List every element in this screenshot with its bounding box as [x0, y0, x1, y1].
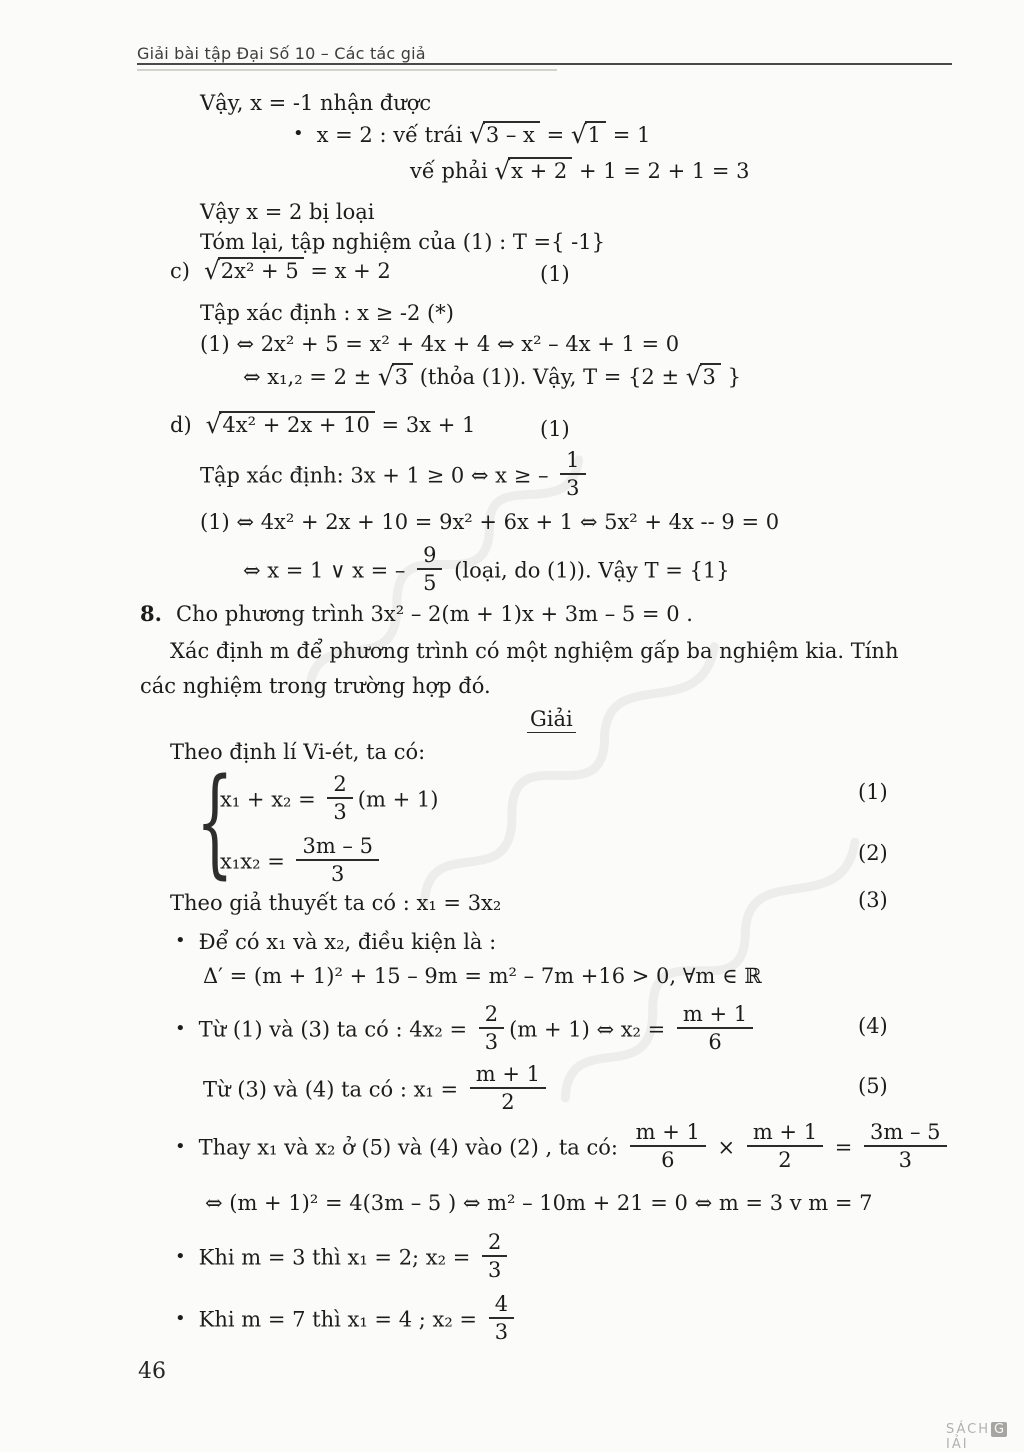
- text-tom-lai: Tóm lại, tập nghiệm của (1) : T ={ -1}: [200, 230, 605, 254]
- equation-number-2: (2): [858, 841, 888, 865]
- equation-c-step1: (1) ⇔ 2x² + 5 = x² + 4x + 4 ⇔ x² – 4x + 1 = 0: [200, 332, 680, 356]
- problem-8-line3: các nghiệm trong trường hợp đó.: [140, 674, 491, 698]
- text-tap-xac-dinh-d: Tập xác định: 3x + 1 ≥ 0 ⇔ x ≥ – $\frac{1}{3}$: [200, 452, 591, 502]
- problem-8-line2: Xác định m để phương trình có một nghiệm gấp ba nghiệm kia. Tính: [170, 639, 899, 663]
- equation-number-d1: (1): [540, 417, 570, 441]
- radical-icon: √: [685, 362, 702, 391]
- fraction-2-3: $\frac{2}{3}$: [327, 773, 352, 823]
- fraction-4-3: $\frac{4}{3}$: [489, 1293, 514, 1343]
- radical-x-plus-2: √x + 2: [494, 159, 572, 183]
- equation-c: c) √2x² + 5 = x + 2: [170, 256, 391, 285]
- radical-3: √3: [378, 365, 413, 389]
- fraction-m1-6: $\frac{m + 1}{6}$: [630, 1121, 706, 1171]
- equation-number-1: (1): [858, 780, 888, 804]
- fraction-2-3: $\frac{2}{3}$: [479, 1003, 504, 1053]
- radical-icon: √: [203, 256, 220, 285]
- equation-c-step2: ⇔ x₁,₂ = 2 ± √3 (thỏa (1)). Vậy, T = {2 ± √3 }: [243, 362, 741, 391]
- radical-icon: √: [494, 156, 511, 185]
- bullet-khi-m-3: • Khi m = 3 thì x₁ = 2; x₂ = $\frac{2}{3}$: [175, 1234, 512, 1284]
- logo-text-sach: SÁCH: [946, 1422, 991, 1437]
- problem-number: 8.: [140, 601, 162, 626]
- text-viet-theorem: Theo định lí Vi-ét, ta có:: [170, 740, 426, 764]
- radical-icon: √: [377, 362, 394, 391]
- text-tap-xac-dinh-c: Tập xác định : x ≥ -2 (*): [200, 301, 454, 325]
- fraction-1-3: $\frac{1}{3}$: [560, 449, 585, 499]
- radical-3-minus-x: √3 – x: [469, 123, 540, 147]
- bullet-icon: •: [175, 930, 186, 951]
- equation-number-3: (3): [858, 888, 888, 912]
- fraction-m1-6: $\frac{m + 1}{6}$: [677, 1003, 753, 1053]
- fraction-m1-2: $\frac{m + 1}{2}$: [470, 1063, 546, 1113]
- ve-phai-line: vế phải √x + 2 + 1 = 2 + 1 = 3: [410, 156, 750, 185]
- equation-number-5: (5): [858, 1074, 888, 1098]
- bullet-dieu-kien: • Để có x₁ và x₂, điều kiện là :: [175, 930, 497, 954]
- bullet-icon: •: [175, 1135, 186, 1157]
- fraction-9-5: $\frac{9}{5}$: [417, 544, 442, 594]
- line-tu-3-va-4: Từ (3) và (4) ta có : x₁ = $\frac{m + 1}{2}$: [203, 1066, 551, 1116]
- fraction-m1-2: $\frac{m + 1}{2}$: [747, 1121, 823, 1171]
- text-vay-x-2-bi-loai: Vậy x = 2 bị loại: [200, 200, 375, 224]
- system-equation-1: x₁ + x₂ = $\frac{2}{3}$ (m + 1): [220, 772, 439, 825]
- multiply-sign: ×: [710, 1135, 742, 1160]
- equation-number-4: (4): [858, 1014, 888, 1038]
- case-text: x = 2 : vế trái: [316, 123, 470, 147]
- header-rule: [137, 63, 952, 65]
- bullet-tu-1-va-3: • Từ (1) và (3) ta có : 4x₂ = $\frac{2}{3}$ (m + 1) ⇔ x₂ = $\frac{m + 1}{6}$: [175, 1006, 758, 1056]
- equation-delta: Δ′ = (m + 1)² + 15 – 9m = m² – 7m +16 > 0, ∀m ∈ ℝ: [203, 964, 762, 988]
- equation-d-step1: (1) ⇔ 4x² + 2x + 10 = 9x² + 6x + 1 ⇔ 5x² + 4x -- 9 = 0: [200, 510, 780, 534]
- solution-heading: Giải: [527, 706, 576, 733]
- text-gia-thuyet: Theo giả thuyết ta có : x₁ = 3x₂: [170, 891, 502, 915]
- radical-icon: √: [205, 410, 222, 439]
- bullet-icon: •: [175, 1017, 186, 1039]
- radical-icon: √: [570, 120, 587, 149]
- bullet-thay: • Thay x₁ và x₂ ở (5) và (4) vào (2) , ta có: $\frac{m + 1}{6}$ × $\frac{m + 1}{2}$ = $\frac{3m - 5}{3}$: [175, 1124, 952, 1174]
- radical-1: √1: [571, 123, 606, 147]
- item-label-d: d): [170, 413, 192, 437]
- bullet-khi-m-7: • Khi m = 7 thì x₁ = 4 ; x₂ = $\frac{4}{3}$: [175, 1296, 519, 1346]
- logo-text-iai: IẢI: [946, 1437, 969, 1452]
- page-number: 46: [138, 1359, 166, 1384]
- text-vay-x-minus-1: Vậy, x = -1 nhận được: [200, 91, 432, 115]
- problem-8-statement: 8. Cho phương trình 3x² – 2(m + 1)x + 3m – 5 = 0 .: [140, 601, 693, 626]
- system-brace: {: [196, 752, 234, 890]
- case-x-equals-2: • x = 2 : vế trái √3 – x = √1 = 1: [293, 120, 651, 149]
- bullet-icon: •: [293, 123, 304, 144]
- running-header-title: Giải bài tập Đại Số 10 – Các tác giả: [137, 44, 426, 63]
- fraction-3m-5-over-3: $\frac{3m - 5}{3}$: [296, 835, 379, 885]
- equation-d: d) √4x² + 2x + 10 = 3x + 1: [170, 410, 476, 439]
- fraction-3m5-3: $\frac{3m - 5}{3}$: [864, 1121, 947, 1171]
- radical-4x2-2x-10: √4x² + 2x + 10: [206, 413, 375, 437]
- radical-icon: √: [469, 120, 485, 149]
- fraction-2-3: $\frac{2}{3}$: [482, 1231, 507, 1281]
- radical-3: √3: [686, 365, 721, 389]
- equation-number-c1: (1): [540, 262, 570, 286]
- logo-g-icon: G: [991, 1422, 1007, 1437]
- item-label-c: c): [170, 259, 190, 283]
- equation-m-solutions: ⇔ (m + 1)² = 4(3m – 5 ) ⇔ m² – 10m + 21 = 0 ⇔ m = 3 v m = 7: [205, 1191, 873, 1215]
- bullet-icon: •: [175, 1245, 186, 1267]
- radical-2x2-plus-5: √2x² + 5: [204, 259, 304, 283]
- header-rule-shadow: [137, 69, 557, 71]
- bullet-icon: •: [175, 1307, 186, 1329]
- equation-d-step2: ⇔ x = 1 ∨ x = – $\frac{9}{5}$ (loại, do (1)). Vậy T = {1}: [243, 543, 730, 596]
- system-equation-2: x₁x₂ = $\frac{3m - 5}{3}$: [220, 838, 384, 888]
